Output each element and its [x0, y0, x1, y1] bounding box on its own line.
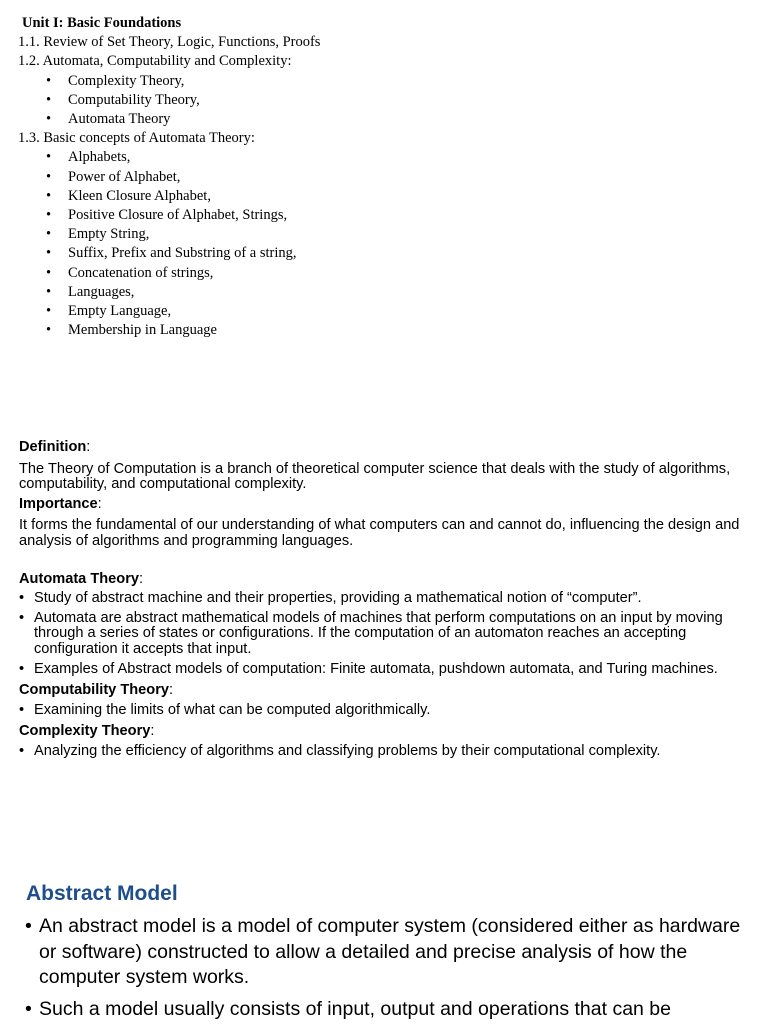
outline-item-1-2: 1.2. Automata, Computability and Complexity:: [18, 53, 292, 70]
definition-heading: Definition: [19, 439, 87, 455]
definitions-section: [19, 440, 754, 760]
automata-heading-line: Automata Theory:: [19, 570, 144, 587]
list-item: • Computability Theory,: [18, 91, 738, 110]
outline-list-1-3: [18, 148, 738, 340]
unit-title: Unit I: Basic Foundations: [22, 15, 182, 31]
list-item: • Analyzing the efficiency of algorithms and classifying problems by their computational complexity.: [19, 744, 754, 760]
complexity-theory-heading: Complexity Theory: [19, 723, 151, 740]
list-item: • Automata Theory: [18, 110, 738, 129]
list-item: • Such a model usually consists of input, output and operations that can be: [26, 997, 746, 1023]
abstract-model-heading: Abstract Model: [26, 882, 178, 905]
outline-list-1-2: [18, 72, 738, 130]
definition-heading-line: Definition:: [19, 439, 91, 455]
importance-text: It forms the fundamental of our understanding of what computers can and cannot do, influencing the design and analysis of algorithms and programming languages.: [19, 517, 740, 549]
outline-item-1-3: 1.3. Basic concepts of Automata Theory:: [18, 130, 255, 147]
complexity-heading-line: Complexity Theory:: [19, 723, 155, 740]
unit-outline: [18, 14, 738, 340]
list-item: • Automata are abstract mathematical models of machines that perform computations on an input by moving through a series of states or configurations. If the computation of an automaton reaches an accepting configuration it accepts that input.: [19, 611, 754, 658]
list-item: • Kleen Closure Alphabet,: [18, 187, 738, 206]
outline-item-1-1: 1.1. Review of Set Theory, Logic, Functions, Proofs: [18, 34, 321, 51]
list-item: • An abstract model is a model of computer system (considered either as hardware or software) constructed to allow a detailed and precise analysis of how the computer system works.: [26, 914, 746, 991]
definition-text: The Theory of Computation is a branch of theoretical computer science that deals with the study of algorithms, computability, and computational complexity.: [19, 460, 731, 493]
abstract-model-section: [26, 880, 746, 1028]
list-item: • Examining the limits of what can be computed algorithmically.: [19, 703, 754, 719]
list-item: • Concatenation of strings,: [18, 264, 738, 283]
abstract-model-list: [26, 914, 746, 1022]
list-item: • Membership in Language: [18, 321, 738, 340]
computability-theory-heading: Computability Theory: [19, 682, 169, 699]
list-item: • Study of abstract machine and their properties, providing a mathematical notion of “computer”.: [19, 591, 754, 607]
list-item: • Empty Language,: [18, 302, 738, 321]
automata-theory-heading: Automata Theory: [19, 570, 140, 587]
list-item: • Empty String,: [18, 225, 738, 244]
list-item: • Examples of Abstract models of computation: Finite automata, pushdown automata, and Turing machines.: [19, 662, 754, 678]
list-item: • Positive Closure of Alphabet, Strings,: [18, 206, 738, 225]
list-item: • Alphabets,: [18, 148, 738, 167]
importance-heading-line: Importance:: [19, 495, 102, 512]
list-item: • Suffix, Prefix and Substring of a string,: [18, 244, 738, 263]
list-item: • Languages,: [18, 283, 738, 302]
list-item: • Power of Alphabet,: [18, 168, 738, 187]
computability-heading-line: Computability Theory:: [19, 682, 174, 699]
list-item: • Complexity Theory,: [18, 72, 738, 91]
importance-heading: Importance: [19, 495, 98, 512]
